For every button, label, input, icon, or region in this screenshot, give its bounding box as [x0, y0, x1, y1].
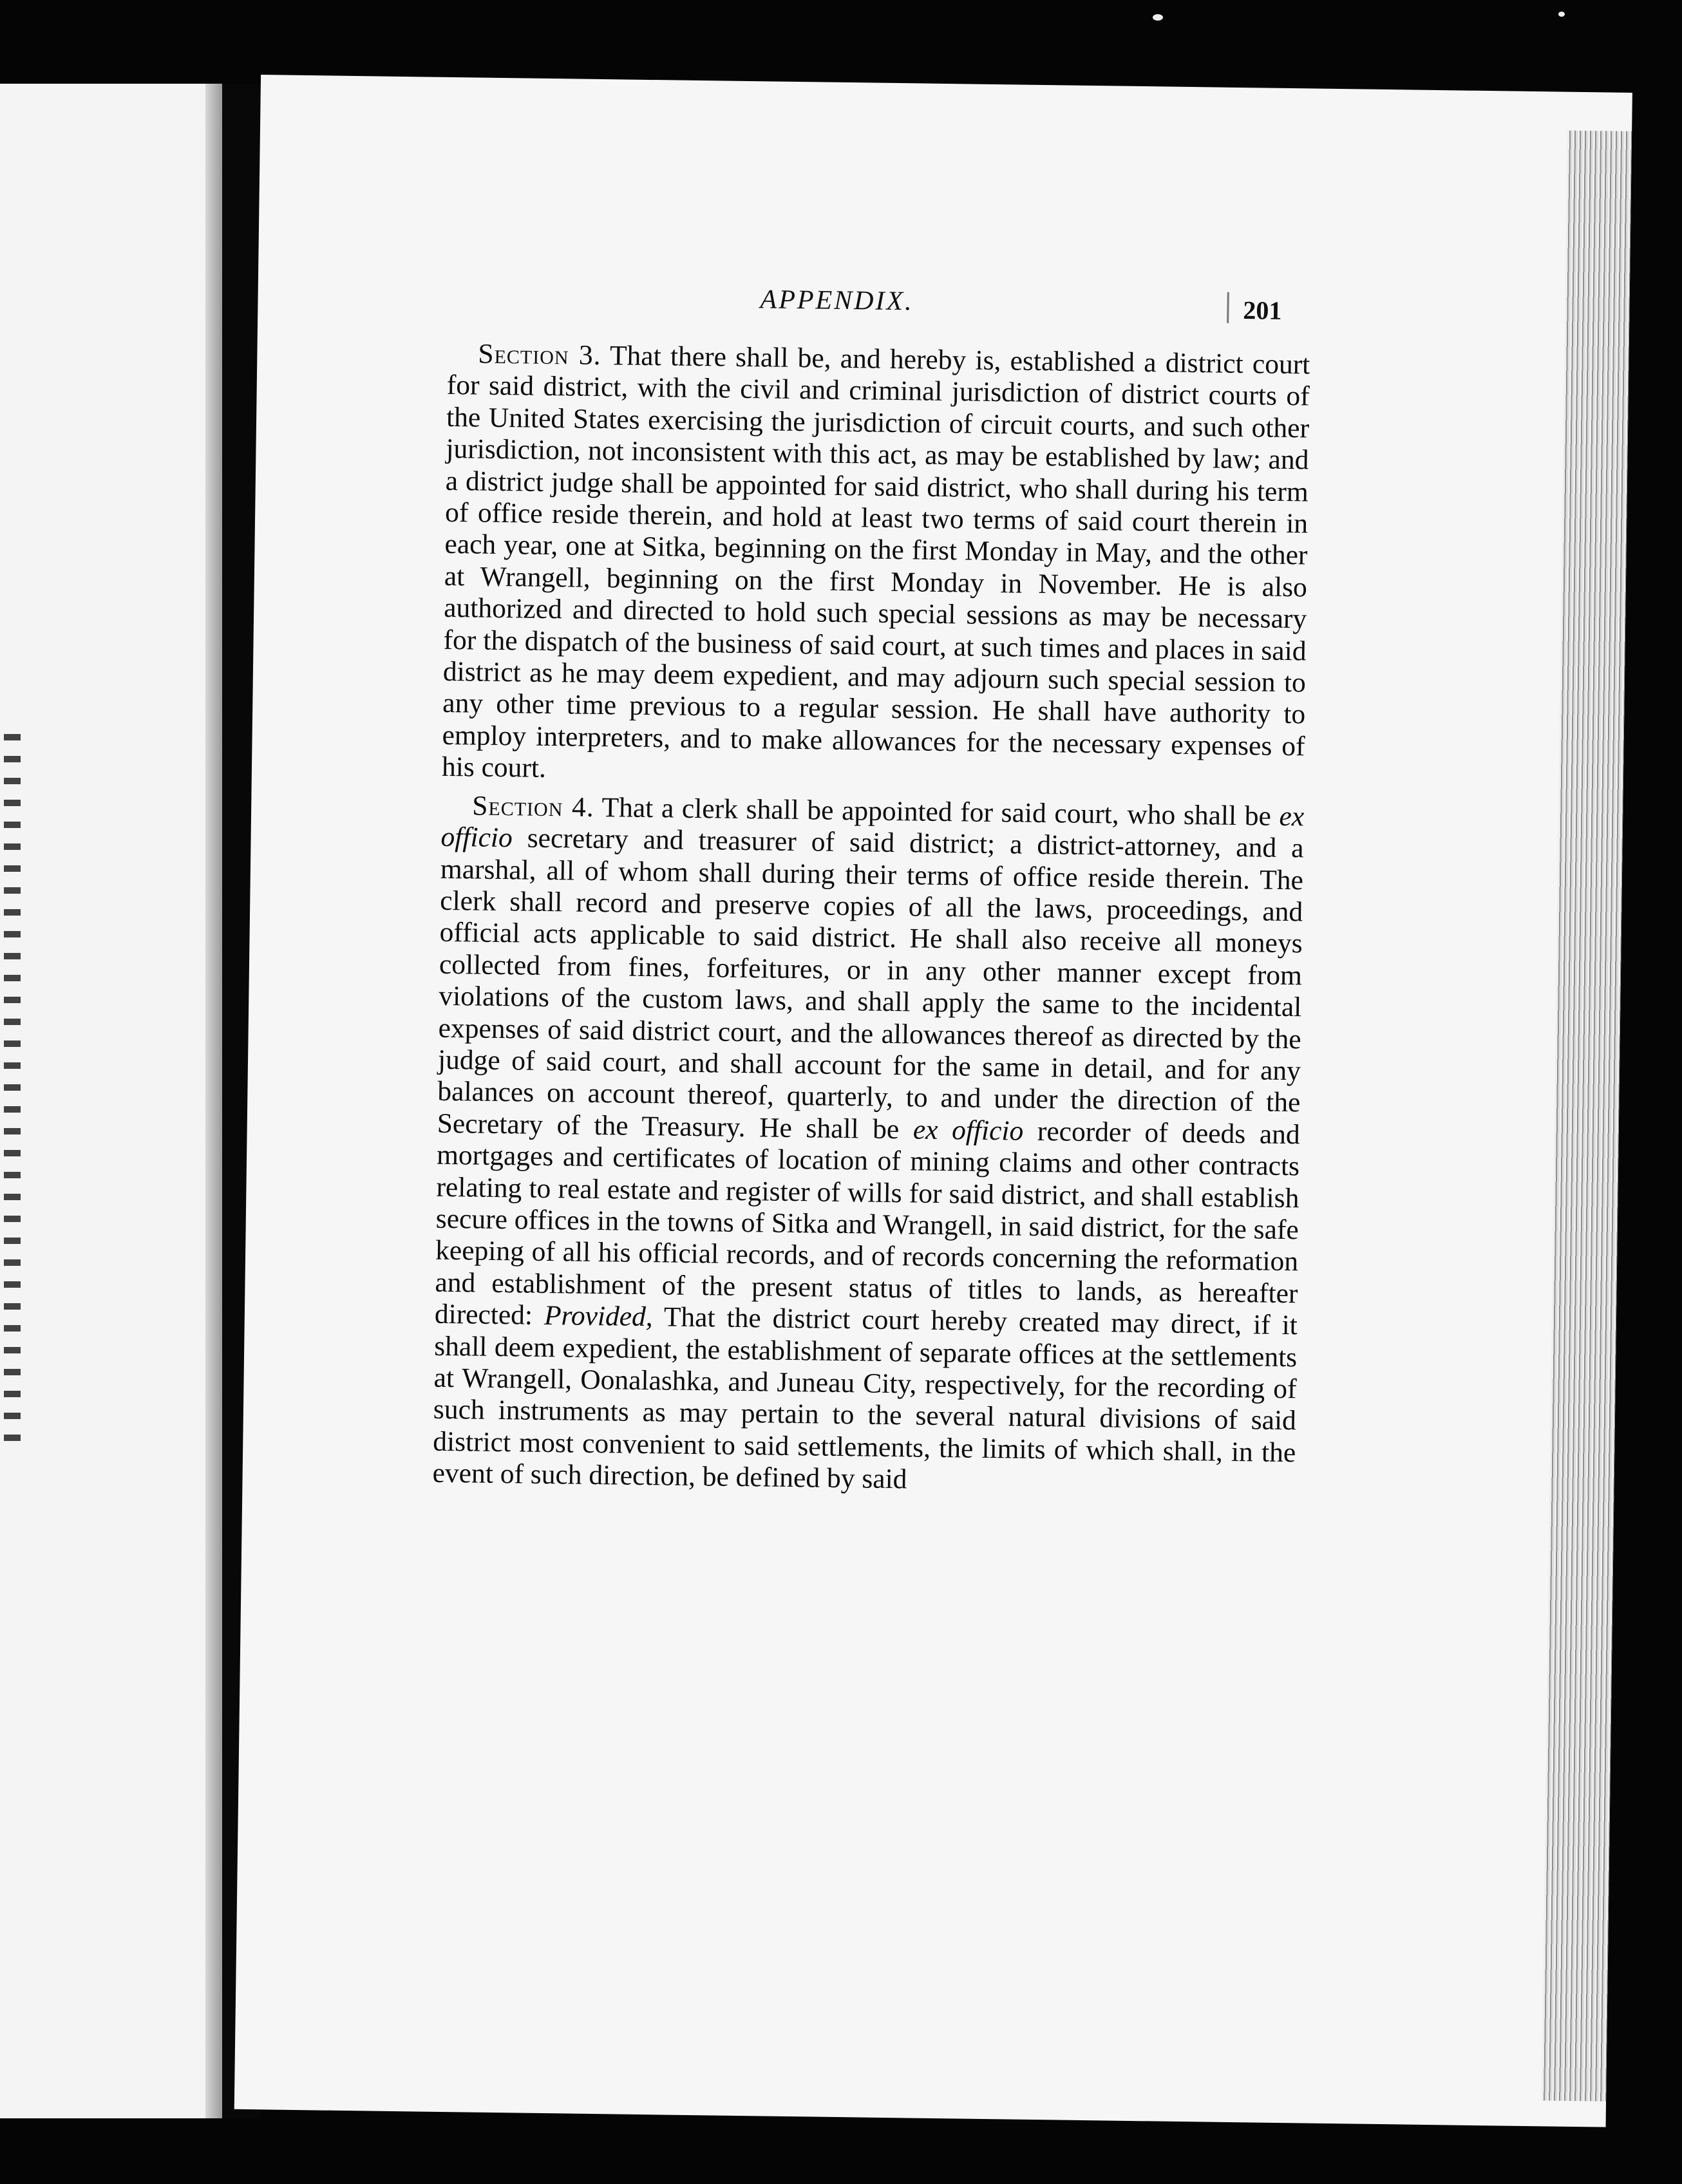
section-4-emphasis-1: ex officio [440, 800, 1305, 854]
running-title: APPENDIX. [760, 285, 914, 317]
section-4-paragraph [432, 790, 1304, 1501]
section-4-text-a: That a clerk shall be appointed for said court, who shall be [601, 791, 1272, 832]
page-number: 201 [1243, 296, 1282, 325]
section-3-label: Section 3. [478, 338, 601, 372]
book-gutter [205, 84, 222, 2118]
scan-speck [1558, 12, 1565, 17]
section-4-emphasis-3: Provided, [543, 1300, 654, 1333]
header-rule [1227, 292, 1229, 323]
book-page [234, 75, 1632, 2127]
section-3-text: That there shall be, and hereby is, established a district court for said district, with the civil and criminal jurisdiction of district courts of the United States exercising the jurisdiction of circuit courts, and such other jurisdiction, not inconsistent with this act, as may be established by law; and a district judge shall be appointed for said district, who shall during his term of office reside therein, and hold at least two terms of said court therein in each year, one at Sitka, beginning on the first Monday in May, and the other at Wrangell, beginning on the first Monday in November. He is also authorized and directed to hold such special sessions as may be necessary for the dispatch of the business of said court, at such times and places in said district as he may deem expedient, and may adjourn such special session to any other time previous to a regular session. He shall have authority to employ interpreters, and to make allowances for the necessary expenses of his court. [441, 340, 1310, 784]
section-4-text-c: recorder of deeds and mortgages and certificates of location of mining claims and other contracts relating to real estate and register of wills for said district, and shall establish secure offices in the towns of Sitka and Wrangell, in said district, for the safe keeping of all his official records, and of records concerning the reformation and establishment of the present status of titles to lands, as hereafter directed: [434, 1115, 1301, 1331]
body-text [432, 338, 1310, 1501]
facing-page-text-marks [4, 734, 21, 1455]
section-3-paragraph [442, 338, 1310, 795]
section-4-label: Section 4. [471, 790, 595, 823]
section-4-emphasis-2: ex officio [912, 1114, 1024, 1147]
scan-speck [1153, 14, 1163, 21]
section-4-text-d: That the district court hereby created may direct, if it shall deem expedient, the establishment of separate offices at the settlements at Wrangell, Oonalashka, and Juneau City, respectively, for the recording of such instruments as may pertain to the several natural divisions of said district most convenient to said settlements, the limits of which shall, in the event of such direction, be defined by said [432, 1301, 1298, 1495]
facing-page [0, 84, 222, 2118]
section-4-text-b: secretary and treasurer of said district; a district-attorney, and a marshal, all of whom shall during their terms of office reside therein. The clerk shall record and preserve copies of all the laws, proceedings, and official acts applicable to said district. He shall also receive all moneys collected from fines, forfeitures, or in any other manner except from violations of the custom laws, and shall apply the same to the incidental expenses of said district court, and the allowances thereof as directed by the judge of said court, and shall account for the same in detail, and for any balances on account thereof, quarterly, to and under the direction of the Secretary of the Treasury. He shall be [437, 822, 1304, 1145]
page-edge [1542, 131, 1632, 2102]
